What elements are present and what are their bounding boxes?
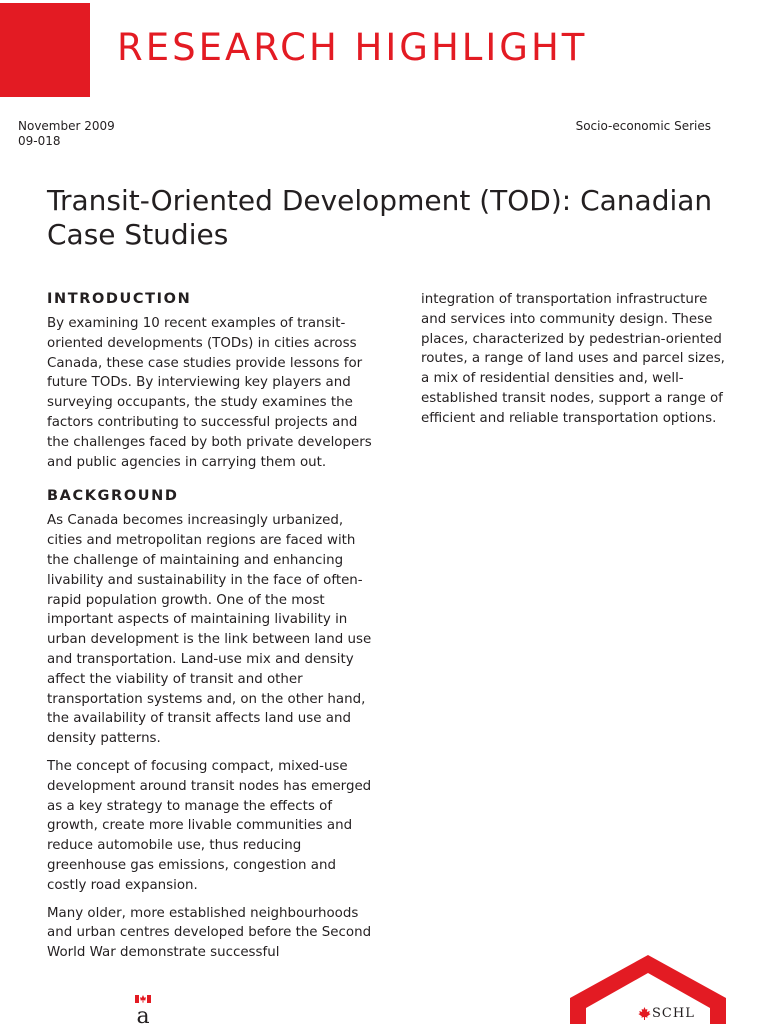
introduction-heading: INTRODUCTION — [47, 291, 192, 307]
canada-mark-letter: a — [136, 1004, 150, 1024]
report-number: 09-018 — [18, 134, 61, 148]
left-column — [47, 289, 377, 971]
background-heading: BACKGROUND — [47, 488, 179, 505]
background-continuation: integration of transportation infrastructure and services into community design. These places, characterized by pedestrian-oriented routes, a range of land uses and parcel sizes, a mix of residential densities and, well-established transit nodes, support a range of efficient and reliable transportation options. — [421, 292, 725, 426]
publisher-logo-text: SCHL — [652, 1006, 695, 1021]
background-paragraph-2: The concept of focusing compact, mixed-use development around transit nodes has emerged as a key strategy to manage the effects of growth, create more livable communities and reduce automobile use, thus reducing greenhouse gas emissions, congestion and costly road expansion. — [47, 758, 372, 893]
document-title: Transit-Oriented Development (TOD): Canadian Case Studies — [47, 184, 713, 251]
introduction-paragraph: By examining 10 recent examples of transit-oriented developments (TODs) in cities across Canada, these case studies provide lessons for future TODs. By interviewing key players and surveying occupants, the study examines the factors contributing to successful projects and the challenges faced by both private developers and public agencies in carrying them out. — [47, 316, 372, 470]
brand-red-block — [0, 3, 90, 97]
canada-flag-icon — [130, 995, 156, 1024]
publication-meta — [18, 119, 115, 149]
maple-leaf-icon — [638, 1007, 651, 1020]
series-name: Socio-economic Series — [575, 119, 711, 133]
background-paragraph-3: Many older, more established neighbourhoods and urban centres developed before the Second World War demonstrate successful — [47, 905, 372, 961]
background-paragraph-1: As Canada becomes increasingly urbanized, cities and metropolitan regions are faced with the challenge of maintaining and enhancing livability and sustainability in the face of often-rapid population growth. One of the most important aspects of maintaining livability in urban development is the link between land use and transportation. Land-use mix and density affect the viability of transit and other transportation systems and, on the other hand, the availability of transit affects land use and density patterns. — [47, 513, 372, 747]
banner-title: RESEARCH HIGHLIGHT — [117, 26, 588, 69]
publication-date: November 2009 — [18, 119, 115, 133]
right-column — [421, 289, 731, 436]
